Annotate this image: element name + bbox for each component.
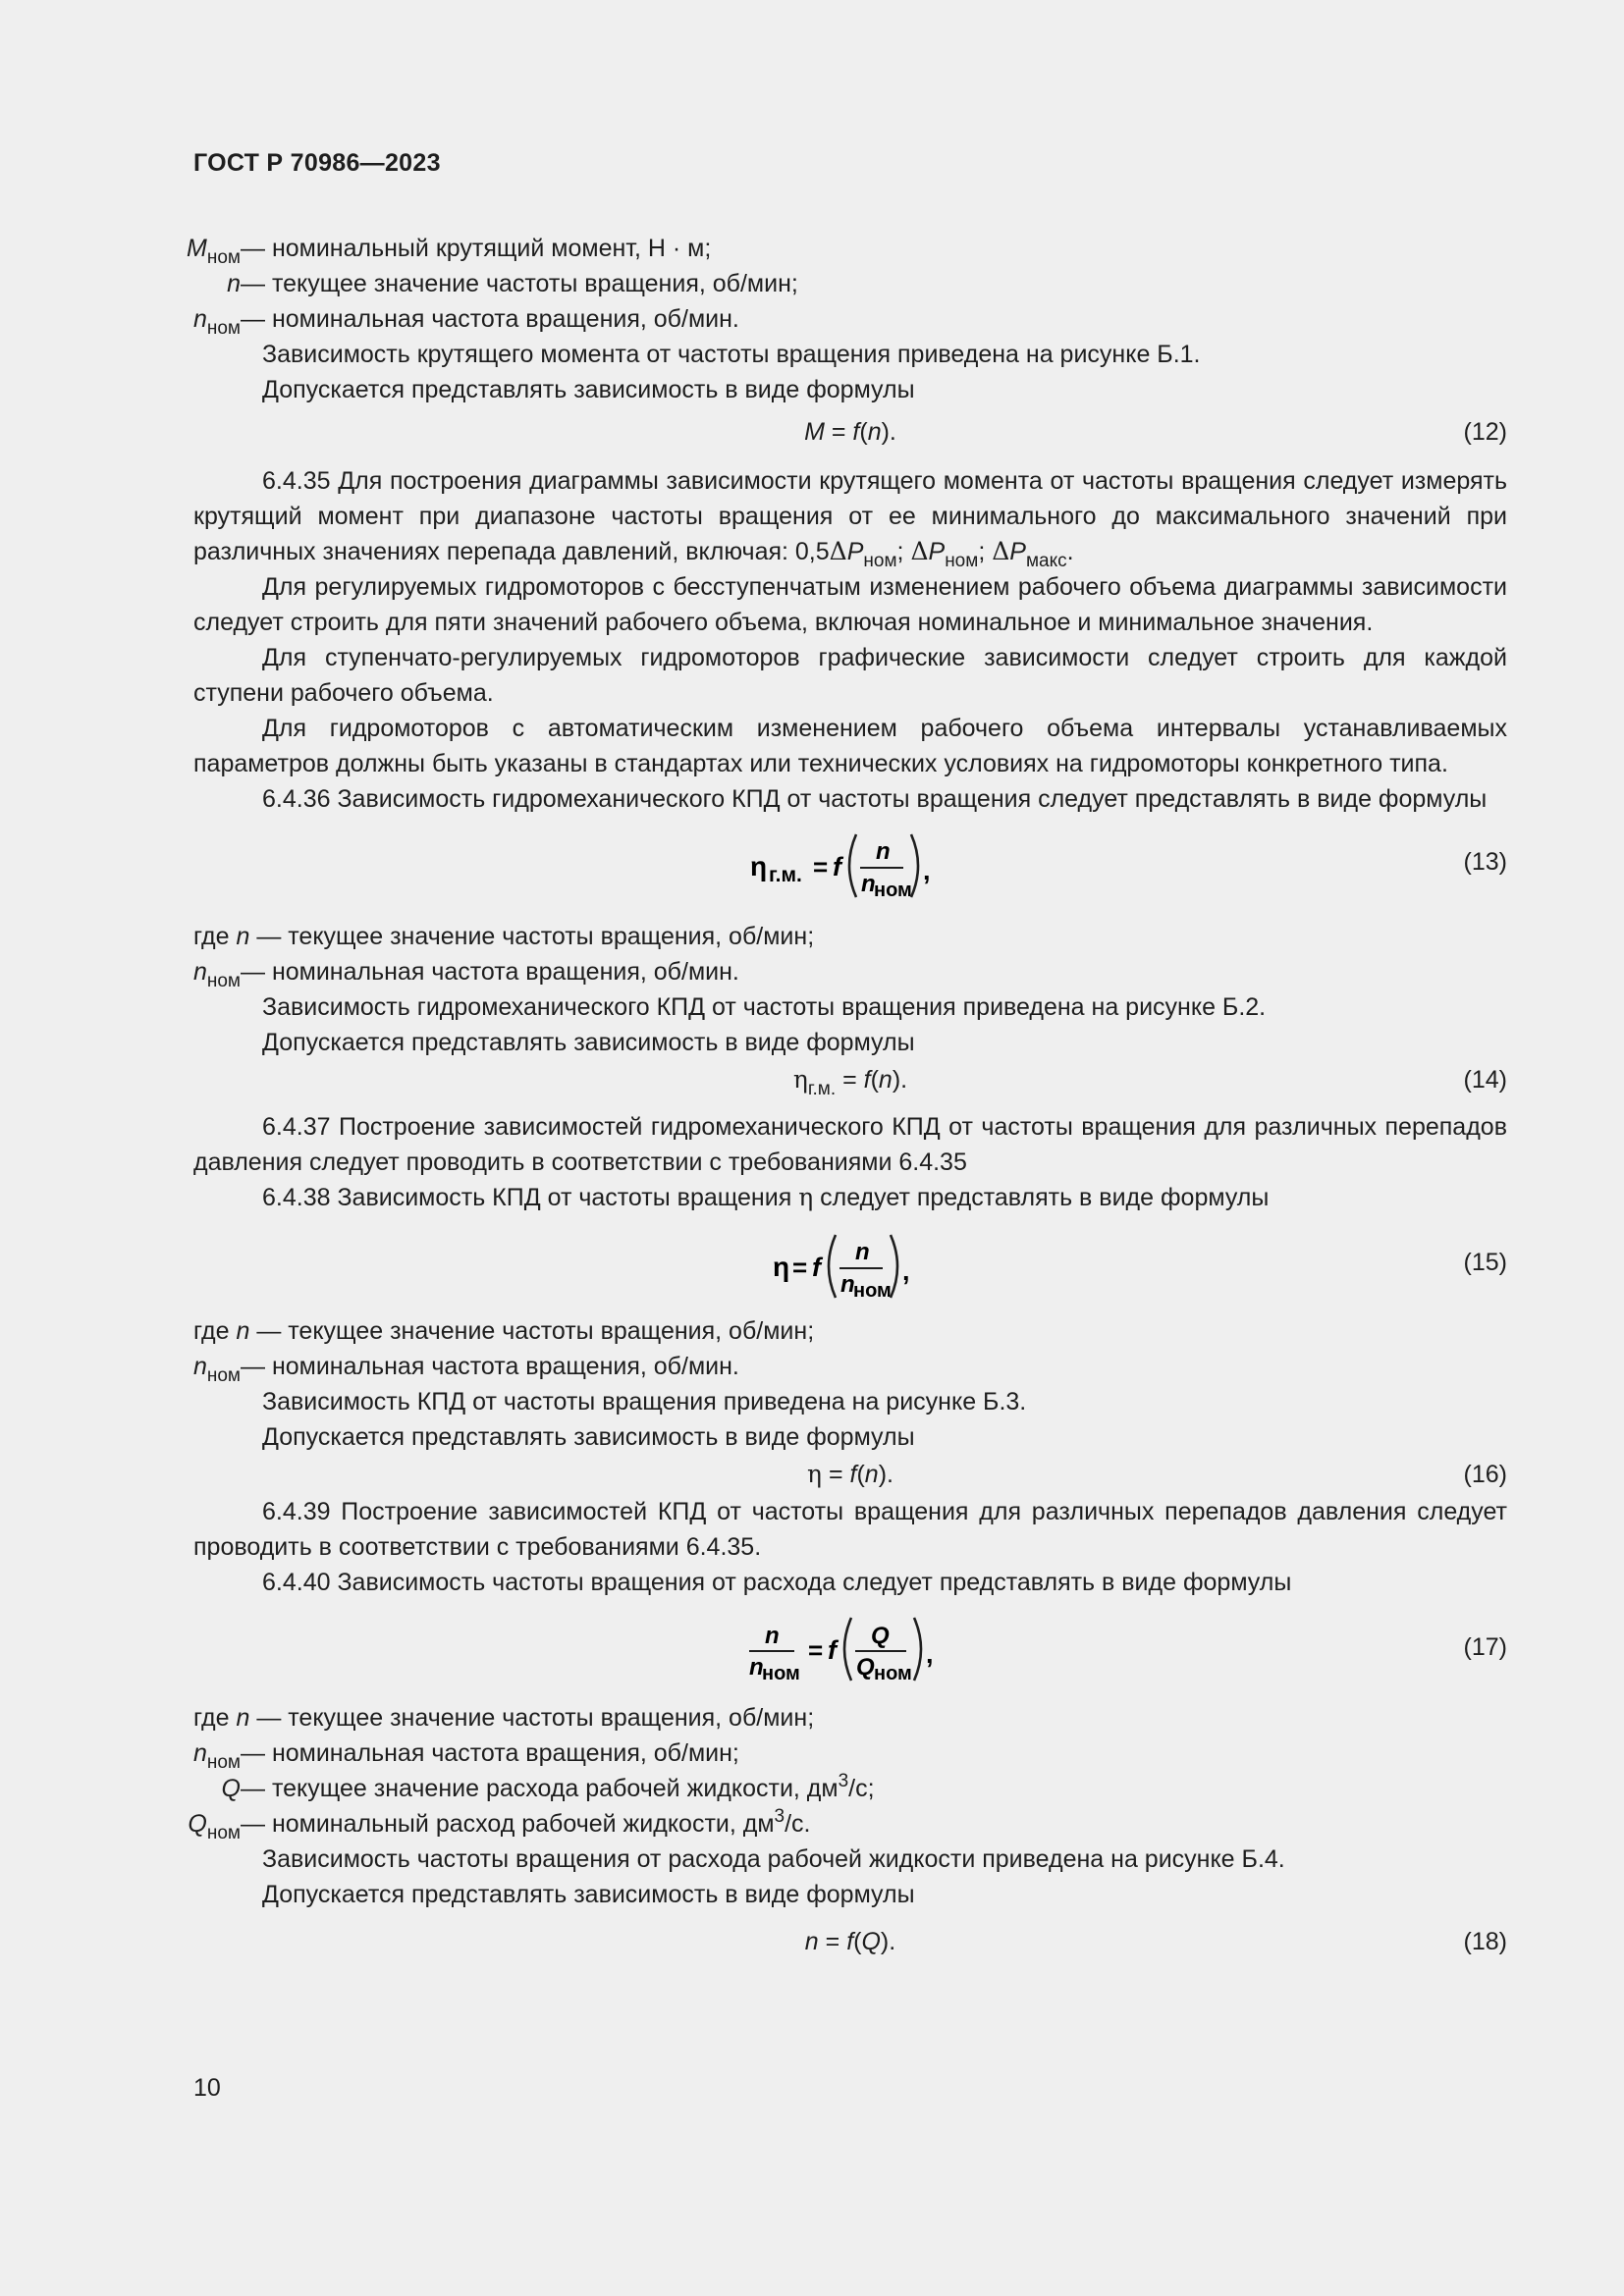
paragraph: Зависимость гидромеханического КПД от частоты вращения приведена на рисунке Б.2. <box>262 993 1267 1021</box>
svg-text:Q: Q <box>871 1623 890 1649</box>
equation-12: M = f(n). (12) <box>193 410 1507 455</box>
where-word: где <box>193 923 230 950</box>
svg-text:ном: ном <box>874 1663 912 1684</box>
symbol: Q <box>188 1810 207 1838</box>
equation-number: (15) <box>1463 1249 1507 1276</box>
right-paren <box>891 1235 897 1298</box>
svg-text:η: η <box>773 1252 790 1282</box>
equation-number: (16) <box>1463 1461 1507 1488</box>
formula-eta <box>771 1219 947 1313</box>
definition-q-nom <box>188 1806 1507 1843</box>
definition-n-nom <box>193 301 1507 337</box>
definition-text: — текущее значение частоты вращения, об/мин; <box>256 923 815 950</box>
svg-text:,: , <box>923 856 931 885</box>
equation-18: n = f(Q). (18) <box>193 1912 1507 1961</box>
page-content <box>187 229 1507 1961</box>
definition-text: — номинальная частота вращения, об/мин; <box>241 1739 739 1767</box>
definition-text: — номинальный расход рабочей жидкости, $дм^3/с$. <box>241 1806 811 1838</box>
svg-text:ном: ном <box>762 1663 800 1684</box>
paragraph: Зависимость КПД от частоты вращения приведена на рисунке Б.3. <box>262 1388 1027 1415</box>
definition-text: — текущее значение частоты вращения, об/мин; <box>256 1317 815 1345</box>
svg-text:=: = <box>813 852 829 881</box>
svg-text:η: η <box>750 851 768 881</box>
equation-number: (14) <box>1463 1066 1507 1094</box>
definition-q <box>193 1771 1507 1806</box>
symbol: n <box>236 1704 250 1732</box>
paragraph: Для гидромоторов с автоматическим изменением рабочего объема интервалы устанавливаемых параметров должны быть указаны в стандартах или технических условиях на гидромоторы конкретного типа. <box>193 715 1507 777</box>
symbol-subscript: ном <box>206 318 241 339</box>
paragraph-6-4-38: 6.4.38 Зависимость КПД от частоты вращения η следует представлять в виде формулы <box>262 1183 1270 1211</box>
definition-n-nom <box>193 1349 1507 1384</box>
definition-text: — номинальный крутящий момент, Н · м; <box>241 235 712 262</box>
symbol-subscript: ном <box>206 247 241 268</box>
definition-n <box>193 919 1507 954</box>
where-word: где <box>193 1704 230 1732</box>
right-paren <box>914 1618 921 1681</box>
equation-13 <box>193 817 1507 915</box>
svg-text:г.м.: г.м. <box>769 864 802 886</box>
where-word: где <box>193 1317 230 1345</box>
symbol: Q <box>221 1775 241 1802</box>
symbol: n <box>227 270 241 297</box>
paragraph-6-4-36: 6.4.36 Зависимость гидромеханического КПД от частоты вращения следует представлять в виде формулы <box>262 785 1488 813</box>
definition-n-nom <box>193 1735 1507 1771</box>
left-paren <box>849 834 856 897</box>
svg-text:Q: Q <box>856 1654 875 1681</box>
paragraph-6-4-35: 6.4.35 Для построения диаграммы зависимости крутящего момента от частоты вращения следует измерять крутящий момент при диапазоне частоты вращения от ее минимального до максимального значений при различных значениях перепада давлений, включая: $0,5\Delta P_{ном}$; $\Delta P_{ном}$; $\Delta P_{макс}$. <box>193 467 1507 571</box>
equation-15 <box>193 1215 1507 1313</box>
paragraph: Допускается представлять зависимость в виде формулы <box>262 376 915 403</box>
page-number: 10 <box>193 2074 221 2102</box>
equation-number: (18) <box>1463 1928 1507 1955</box>
definition-text: — текущее значение расхода рабочей жидкости, $дм^3/с$; <box>241 1771 875 1802</box>
symbol-subscript: ном <box>206 971 241 991</box>
symbol: n <box>192 1739 207 1767</box>
equation-number: (17) <box>1463 1633 1507 1661</box>
definition-n <box>193 1700 1507 1735</box>
symbol: n <box>236 923 250 950</box>
svg-text:ном: ном <box>853 1280 892 1302</box>
paragraph-6-4-37: 6.4.37 Построение зависимостей гидромеханического КПД от частоты вращения для различных перепадов давления следует проводить в соответствии с требованиями 6.4.35 <box>193 1113 1507 1176</box>
svg-text:n: n <box>749 1654 764 1681</box>
equation-number: (13) <box>1463 848 1507 876</box>
left-paren <box>829 1235 836 1298</box>
paragraph-6-4-39: 6.4.39 Построение зависимостей КПД от частоты вращения для различных перепадов давления следует проводить в соответствии с требованиями 6.4.35. <box>193 1498 1507 1561</box>
paragraph: Для ступенчато-регулируемых гидромоторов графические зависимости следует строить для каждой ступени рабочего объема. <box>193 644 1507 707</box>
svg-text:ном: ном <box>874 880 912 901</box>
svg-text:n: n <box>861 871 876 897</box>
paragraph: Допускается представлять зависимость в виде формулы <box>262 1029 915 1056</box>
formula-n-over-nnom <box>743 1600 969 1694</box>
document-header: ГОСТ Р 70986—2023 <box>193 149 441 177</box>
paragraph: Допускается представлять зависимость в виде формулы <box>262 1423 915 1451</box>
symbol-subscript: ном <box>206 1752 241 1773</box>
svg-text:f: f <box>828 1635 837 1665</box>
right-paren <box>911 834 918 897</box>
definition-n <box>193 266 1507 301</box>
paragraph-6-4-40: 6.4.40 Зависимость частоты вращения от расхода следует представлять в виде формулы <box>262 1569 1292 1596</box>
paragraph: Зависимость частоты вращения от расхода рабочей жидкости приведена на рисунке Б.4. <box>262 1845 1285 1873</box>
equation-16: η = f(n). (16) <box>193 1455 1507 1494</box>
svg-text:n: n <box>855 1239 870 1265</box>
definition-m-nom <box>187 231 1507 268</box>
symbol: n <box>192 1353 207 1380</box>
definition-text: — номинальная частота вращения, об/мин. <box>241 958 739 986</box>
svg-text:f: f <box>833 852 841 881</box>
definition-text: — текущее значение частоты вращения, об/мин; <box>256 1704 815 1732</box>
equation-17 <box>193 1600 1507 1696</box>
symbol: n <box>192 305 207 333</box>
left-paren <box>844 1618 851 1681</box>
definition-n-nom <box>193 954 1507 989</box>
symbol: n <box>192 958 207 986</box>
svg-text:n: n <box>840 1271 855 1298</box>
symbol-subscript: ном <box>206 1823 241 1843</box>
definition-text: — номинальная частота вращения, об/мин. <box>241 305 739 333</box>
definition-text: — номинальная частота вращения, об/мин. <box>241 1353 739 1380</box>
symbol: M <box>187 235 207 262</box>
svg-text:f: f <box>812 1253 821 1282</box>
paragraph: Допускается представлять зависимость в виде формулы <box>262 1881 915 1908</box>
paragraph: Зависимость крутящего момента от частоты вращения приведена на рисунке Б.1. <box>262 341 1201 368</box>
svg-text:=: = <box>808 1635 824 1665</box>
svg-text:=: = <box>792 1253 808 1282</box>
svg-text:,: , <box>902 1256 910 1286</box>
svg-text:,: , <box>926 1639 934 1669</box>
formula-eta-gm <box>748 819 964 913</box>
definition-text: — текущее значение частоты вращения, об/мин; <box>241 270 798 297</box>
symbol: n <box>236 1317 250 1345</box>
paragraph: Для регулируемых гидромоторов с бесступенчатым изменением рабочего объема диаграммы зависимости следует строить для пяти значений рабочего объема, включая номинальное и минимальное значения. <box>193 573 1507 636</box>
equation-number: (12) <box>1463 418 1507 446</box>
definition-n <box>193 1313 1507 1349</box>
symbol-subscript: ном <box>206 1365 241 1386</box>
svg-text:n: n <box>876 838 891 865</box>
equation-14: $\eta_{г.м.} = f(n)$. (14) <box>193 1060 1507 1109</box>
svg-text:n: n <box>765 1623 780 1649</box>
